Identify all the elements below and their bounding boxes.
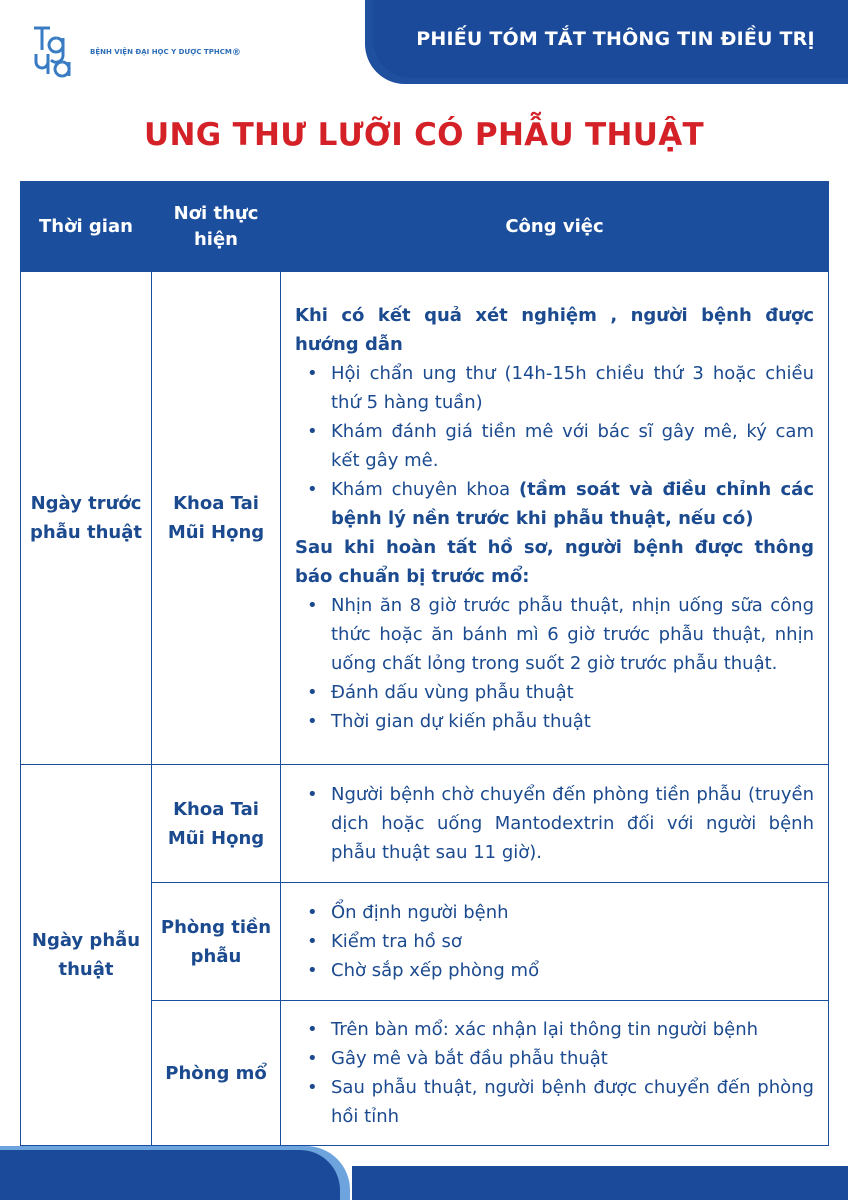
row-work — [281, 272, 829, 765]
list-item: • Kiểm tra hồ sơ — [331, 927, 814, 956]
hospital-logo-icon — [30, 24, 86, 78]
list-item: • Nhịn ăn 8 giờ trước phẫu thuật, nhịn uống sữa công thức hoặc ăn bánh mì 6 giờ trước phẫu thuật, nhịn uống chất lỏng trong suốt 2 giờ trước phẫu thuật. — [331, 591, 814, 678]
row-place: Khoa Tai Mũi Họng — [152, 272, 281, 765]
work-list — [295, 1015, 814, 1131]
footer-left-bar — [0, 1150, 340, 1200]
page-title: UNG THƯ LƯỠI CÓ PHẪU THUẬT — [144, 117, 704, 153]
table-row — [21, 272, 829, 765]
work-list — [295, 780, 814, 867]
list-item: • Chờ sắp xếp phòng mổ — [331, 956, 814, 985]
table-row — [21, 765, 829, 883]
list-item: • Ổn định người bệnh — [331, 898, 814, 927]
list-item: • Khám chuyên khoa (tầm soát và điều chỉnh các bệnh lý nền trước khi phẫu thuật, nếu có) — [331, 475, 814, 533]
work-intro-2: Sau khi hoàn tất hồ sơ, người bệnh được thông báo chuẩn bị trước mổ: — [295, 536, 814, 587]
work-list-2 — [295, 591, 814, 736]
footer-right-bar — [352, 1166, 848, 1200]
list-item: • Trên bàn mổ: xác nhận lại thông tin người bệnh — [331, 1015, 814, 1044]
header-banner — [373, 0, 848, 78]
header-place: Nơi thực hiện — [152, 182, 281, 272]
row-place: Khoa Tai Mũi Họng — [152, 765, 281, 883]
work-intro: Khi có kết quả xét nghiệm , người bệnh được hướng dẫn — [295, 304, 814, 355]
header-time: Thời gian — [21, 182, 152, 272]
list-item: • Thời gian dự kiến phẫu thuật — [331, 707, 814, 736]
row-place: Phòng mổ — [152, 1001, 281, 1146]
work-list — [295, 359, 814, 533]
list-item: • Gây mê và bắt đầu phẫu thuật — [331, 1044, 814, 1073]
list-item: • Đánh dấu vùng phẫu thuật — [331, 678, 814, 707]
work-list — [295, 898, 814, 985]
table-header-row — [21, 182, 829, 272]
row-work — [281, 1001, 829, 1146]
header-work: Công việc — [281, 182, 829, 272]
list-item: • Sau phẫu thuật, người bệnh được chuyển đến phòng hồi tỉnh — [331, 1073, 814, 1131]
list-item: • Khám đánh giá tiền mê với bác sĩ gây mê, ký cam kết gây mê. — [331, 417, 814, 475]
treatment-table — [20, 181, 829, 1146]
list-item: • Hội chẩn ung thư (14h-15h chiều thứ 3 hoặc chiều thứ 5 hàng tuần) — [331, 359, 814, 417]
list-item: • Người bệnh chờ chuyển đến phòng tiền phẫu (truyền dịch hoặc uống Mantodextrin đối với người bệnh phẫu thuật sau 11 giờ). — [331, 780, 814, 867]
hospital-logo — [30, 24, 241, 78]
row-work — [281, 883, 829, 1001]
row-time: Ngày phẫu thuật — [21, 765, 152, 1146]
row-time: Ngày trước phẫu thuật — [21, 272, 152, 765]
banner-title: PHIẾU TÓM TẮT THÔNG TIN ĐIỀU TRỊ — [416, 28, 815, 50]
row-place: Phòng tiền phẫu — [152, 883, 281, 1001]
hospital-name: BỆNH VIỆN ĐẠI HỌC Y DƯỢC TPHCM® — [90, 48, 241, 58]
row-work — [281, 765, 829, 883]
